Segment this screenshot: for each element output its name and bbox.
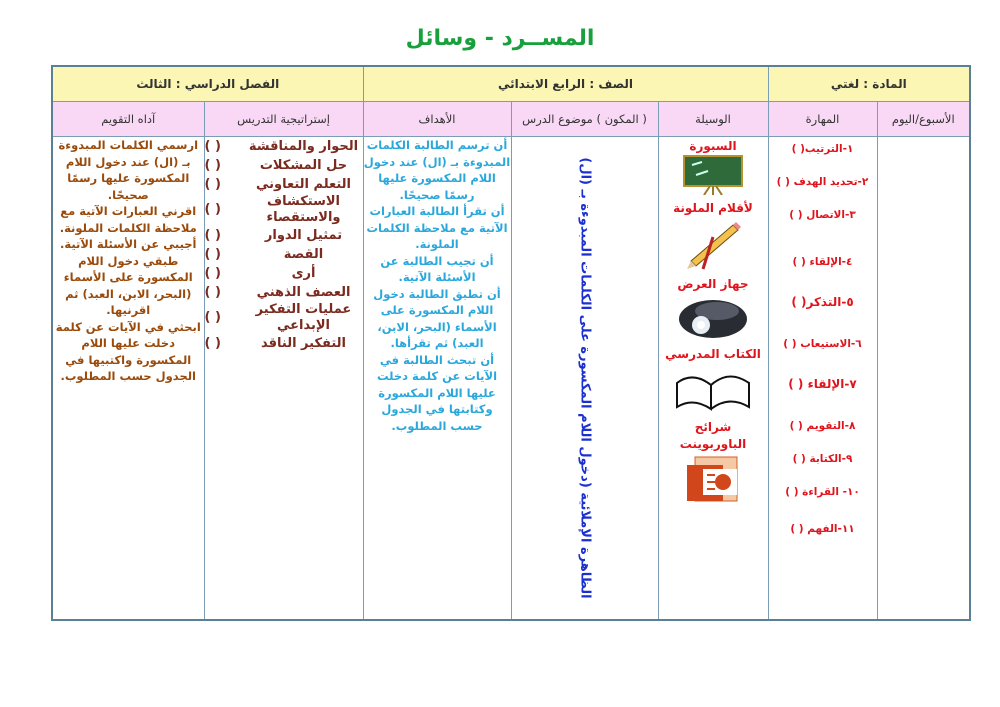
lesson-plan-table <box>51 65 971 621</box>
info-row <box>52 66 970 102</box>
objective-item: أن تجيب الطالبة عن الأسئلة الآتية. <box>380 253 494 284</box>
strategy-mark[interactable]: ( ) <box>204 284 221 300</box>
skill-item: ٢-تحديد الهدف ( ) <box>776 176 869 188</box>
skill-item: ٣-الاتصال ( ) <box>789 209 856 221</box>
assessment-item: طبقي دخول اللام المكسورة على الأسماء (البحر، الابن، العبد) ثم اقرنيها. <box>63 253 193 317</box>
media-label: شرائح الباوربوينت <box>679 420 747 451</box>
strategy-mark[interactable]: ( ) <box>204 202 221 217</box>
strategy-mark[interactable]: ( ) <box>204 246 221 262</box>
strategy-item <box>205 175 363 194</box>
header-strategy: إستراتيجية التدريس <box>204 102 363 137</box>
objective-item: أن تبحث الطالبة في الآيات عن كلمة دخلت عليها اللام المكسورة وكتابتها في الجدول حسب المطلوب. <box>376 352 498 433</box>
pencils-icon <box>683 217 743 271</box>
media-cell <box>658 137 768 621</box>
skills-cell <box>768 137 877 621</box>
strategy-mark[interactable]: ( ) <box>204 227 221 243</box>
topic-cell <box>511 137 658 621</box>
subject-cell: المادة : لغتي <box>768 66 970 102</box>
strategy-label: الحوار والمناقشة <box>248 138 359 154</box>
assessment-item: أجيبي عن الأسئلة الآتية. <box>59 237 197 251</box>
strategy-item <box>205 334 363 353</box>
assessment-item: اقرني العبارات الآتية مع ملاحظة الكلمات الملونة. <box>59 204 197 235</box>
strategy-mark[interactable]: ( ) <box>204 335 221 351</box>
strategy-item <box>205 283 363 302</box>
skill-item: ٥-التذكر( ) <box>791 295 854 309</box>
skill-item: ٤-الإلقاء ( ) <box>792 256 853 268</box>
skill-item: ٧-الإلقاء ( ) <box>788 377 857 391</box>
strategy-item <box>205 156 363 175</box>
objective-item: أن تطبق الطالبة دخول اللام المكسورة على الأسماء (البحر، الابن، العبد) ثم تقرأها. <box>373 286 501 350</box>
strategy-label: تمثيل الدوار <box>264 227 343 243</box>
assessment-item: ابحثي في الآيات عن كلمة دخلت عليها اللام المكسورة واكتبيها في الجدول حسب المطلوب. <box>55 319 201 383</box>
strategy-item <box>205 245 363 264</box>
strategy-cell <box>204 137 363 621</box>
strategy-label: العصف الذهني <box>256 284 351 300</box>
lesson-topic: الظاهرة الإملائية (دخول اللام المكسورة على الكلمات المبدوءة بـ (ال) <box>577 157 592 599</box>
media-label: الكتاب المدرسي <box>665 347 761 361</box>
strategy-item <box>205 226 363 245</box>
powerpoint-icon <box>685 455 741 505</box>
skill-item: ١٠- القراءة ( ) <box>785 486 860 498</box>
strategy-mark[interactable]: ( ) <box>204 265 221 281</box>
header-assessment: آداه التقويم <box>52 102 204 137</box>
skill-item: ١-الترتيب( ) <box>791 143 854 155</box>
chalkboard-icon <box>682 155 744 195</box>
week-cell <box>877 137 970 621</box>
objectives-cell <box>363 137 511 621</box>
strategy-label: التعلم التعاوني <box>256 176 351 192</box>
strategy-item <box>205 194 363 226</box>
strategy-label: حل المشكلات <box>259 157 348 173</box>
strategy-mark[interactable]: ( ) <box>204 310 221 325</box>
header-objectives: الأهداف <box>363 102 511 137</box>
media-label: السبورة <box>689 139 737 153</box>
book-icon <box>673 363 753 413</box>
strategy-item <box>205 137 363 156</box>
strategy-label: القصة <box>283 246 324 262</box>
assessment-item: ارسمي الكلمات المبدوءة بـ (ال) عند دخول اللام المكسورة عليها رسمًا صحيحًا. <box>58 138 199 202</box>
strategy-label: التفكير الناقد <box>260 335 347 351</box>
strategy-mark[interactable]: ( ) <box>204 138 221 154</box>
strategy-label: عمليات التفكير الإبداعي <box>255 302 352 333</box>
skill-item: ٩-الكتابة ( ) <box>792 453 853 465</box>
grade-cell: الصف : الرابع الابتدائي <box>363 66 768 102</box>
semester-cell: الفصل الدراسي : الثالث <box>52 66 363 102</box>
media-label: لأقلام الملونة <box>673 201 753 215</box>
objective-item: أن ترسم الطالبة الكلمات المبدوءة بـ (ال) عند دخول اللام المكسورة عليها رسمًا صحيحًا. <box>363 138 511 202</box>
strategy-label: الاستكشاف والاستقصاء <box>266 194 341 225</box>
strategy-label: أرى <box>291 265 316 281</box>
skill-item: ٦-الاستيعاب ( ) <box>783 338 862 350</box>
strategy-mark[interactable]: ( ) <box>204 157 221 173</box>
header-row <box>52 102 970 137</box>
media-label: جهاز العرض <box>677 277 749 291</box>
projector-icon <box>677 293 749 341</box>
strategy-item <box>205 302 363 334</box>
body-row <box>52 137 970 621</box>
header-topic: ( المكون ) موضوع الدرس <box>511 102 658 137</box>
objective-item: أن تقرأ الطالبة العبارات الآتية مع ملاحظة الكلمات الملونة. <box>366 204 508 251</box>
header-week: الأسبوع/اليوم <box>877 102 970 137</box>
header-media: الوسيلة <box>658 102 768 137</box>
skill-item: ١١-الفهم ( ) <box>790 523 855 535</box>
strategy-item <box>205 264 363 283</box>
header-skill: المهارة <box>768 102 877 137</box>
skill-item: ٨-التقويم ( ) <box>789 420 856 432</box>
strategy-mark[interactable]: ( ) <box>204 176 221 192</box>
page-title: المســرد - وسائل <box>405 26 595 51</box>
assessment-cell <box>52 137 204 621</box>
